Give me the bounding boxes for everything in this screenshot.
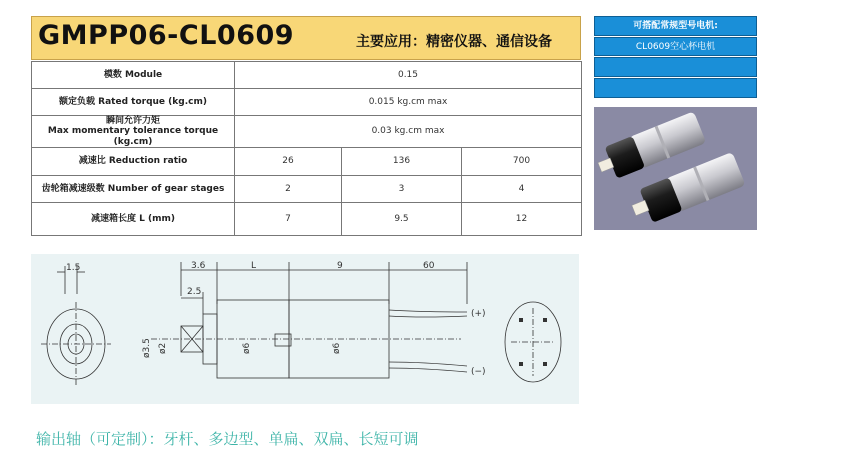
length-value: 12 bbox=[462, 203, 582, 236]
length-label: 减速箱长度 L (mm) bbox=[32, 203, 235, 236]
dim-60: 60 bbox=[423, 261, 435, 271]
product-header bbox=[31, 16, 581, 60]
product-model-title: GMPP06-CL0609 bbox=[38, 20, 295, 51]
table-row bbox=[32, 116, 582, 148]
terminal-minus: (−) bbox=[471, 367, 486, 377]
table-row bbox=[32, 203, 582, 236]
dimension-drawing bbox=[31, 254, 579, 404]
stages-label: 齿轮箱减速级数 Number of gear stages bbox=[32, 176, 235, 203]
max-torque-label bbox=[32, 116, 235, 148]
stages-value: 3 bbox=[342, 176, 462, 203]
dia-3-5: ø3.5 bbox=[142, 338, 152, 358]
terminal-plus: (+) bbox=[471, 309, 486, 319]
product-photo bbox=[594, 107, 757, 230]
stages-value: 4 bbox=[462, 176, 582, 203]
rated-torque-label: 额定负载 Rated torque (kg.cm) bbox=[32, 89, 235, 116]
reduction-label: 减速比 Reduction ratio bbox=[32, 148, 235, 176]
max-torque-value: 0.03 kg.cm max bbox=[235, 116, 582, 148]
dim-2-5: 2.5 bbox=[187, 287, 202, 297]
table-row bbox=[32, 89, 582, 116]
technical-drawing bbox=[31, 254, 579, 404]
compatible-motor-model: CL0609空心杯电机 bbox=[594, 37, 757, 56]
reduction-value: 26 bbox=[235, 148, 342, 176]
max-torque-label-line1: 瞬间允许力矩 bbox=[105, 116, 160, 126]
dia-6-motor: ø6 bbox=[332, 342, 342, 354]
stages-value: 2 bbox=[235, 176, 342, 203]
dim-3-6: 3.6 bbox=[191, 261, 206, 271]
compatible-motor-blank-row bbox=[594, 57, 757, 77]
gear-motor-image bbox=[594, 107, 757, 230]
module-value: 0.15 bbox=[235, 62, 582, 89]
reduction-value: 136 bbox=[342, 148, 462, 176]
table-row bbox=[32, 62, 582, 89]
table-row bbox=[32, 148, 582, 176]
shaft-options-text: 输出轴（可定制）：牙杆、多边型、单扁、双扁、长短可调 bbox=[36, 430, 419, 448]
module-label: 模数 Module bbox=[32, 62, 235, 89]
dia-2: ø2 bbox=[158, 342, 168, 354]
compatible-motor-title: 可搭配常规型号电机: bbox=[594, 16, 757, 36]
dim-1-5: 1.5 bbox=[66, 263, 81, 273]
spec-table bbox=[31, 61, 582, 236]
compatible-motor-panel bbox=[594, 16, 757, 99]
application-text: 主要应用：精密仪器、通信设备 bbox=[356, 34, 552, 50]
compatible-motor-blank-row bbox=[594, 78, 757, 98]
reduction-value: 700 bbox=[462, 148, 582, 176]
dia-6-gearbox: ø6 bbox=[242, 342, 252, 354]
dim-l: L bbox=[251, 261, 257, 271]
dim-9: 9 bbox=[337, 261, 343, 271]
length-value: 9.5 bbox=[342, 203, 462, 236]
length-value: 7 bbox=[235, 203, 342, 236]
rated-torque-value: 0.015 kg.cm max bbox=[235, 89, 582, 116]
max-torque-label-line2: Max momentary tolerance torque (kg.cm) bbox=[47, 126, 219, 147]
table-row bbox=[32, 176, 582, 203]
